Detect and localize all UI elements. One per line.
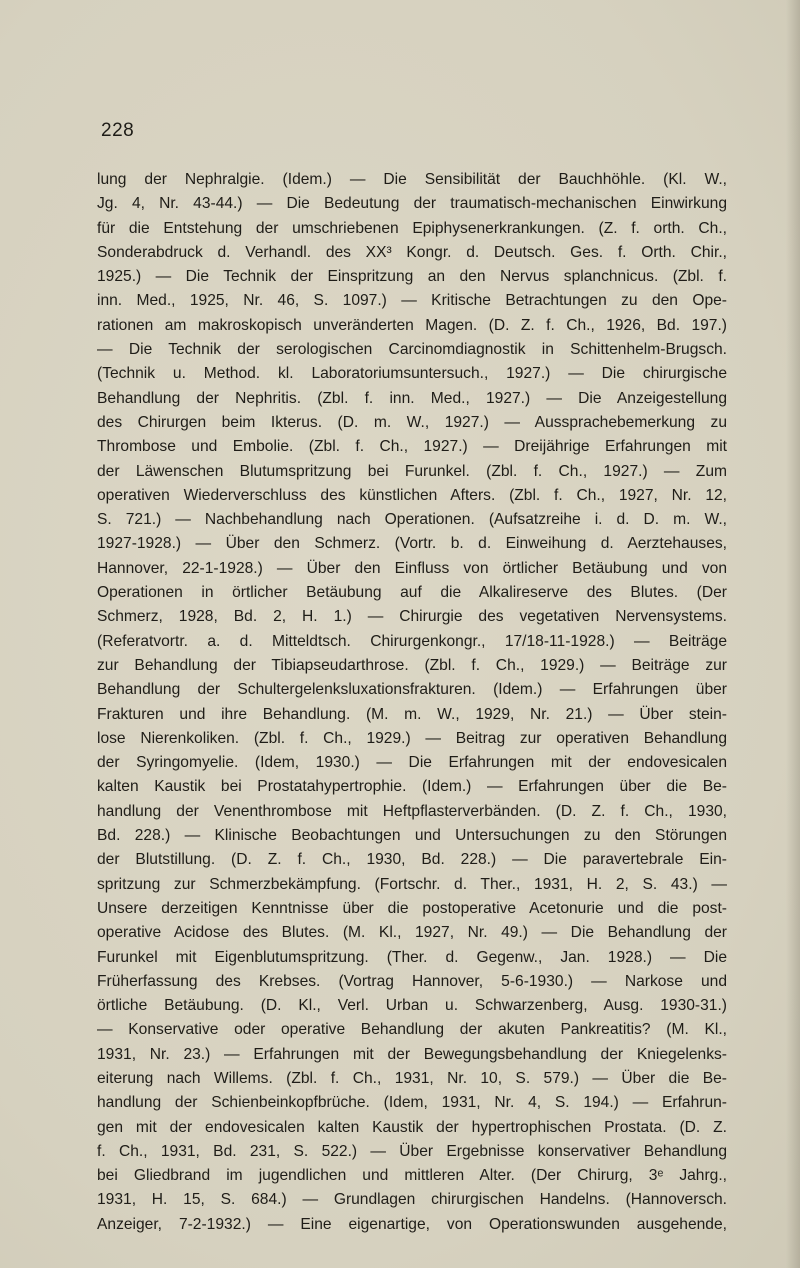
text-line: 1925.) — Die Technik der Einspritzung an den Nervus splanchnicus. (Zbl. f.: [97, 268, 727, 286]
text-line: operative Acidose des Blutes. (M. Kl., 1927, Nr. 49.) — Die Behandlung der: [97, 924, 727, 942]
text-line: handlung der Venenthrombose mit Heftpflasterverbänden. (D. Z. f. Ch., 1930,: [97, 802, 727, 820]
text-line: bei Gliedbrand im jugendlichen und mittleren Alter. (Der Chirurg, 3ᵉ Jahrg.,: [97, 1167, 727, 1185]
text-line: Bd. 228.) — Klinische Beobachtungen und Untersuchungen zu den Störungen: [97, 827, 727, 845]
text-line: Früherfassung des Krebses. (Vortrag Hannover, 5-6-1930.) — Narkose und: [97, 972, 727, 990]
text-line: Anzeiger, 7-2-1932.) — Eine eigenartige, von Operationswunden ausgehende,: [97, 1215, 727, 1233]
text-line: handlung der Schienbeinkopfbrüche. (Idem, 1931, Nr. 4, S. 194.) — Erfahrun-: [97, 1094, 727, 1112]
page-number: 228: [101, 120, 135, 141]
text-line: Thrombose und Embolie. (Zbl. f. Ch., 1927.) — Dreijährige Erfahrungen mit: [97, 438, 727, 456]
text-line: f. Ch., 1931, Bd. 231, S. 522.) — Über Ergebnisse konservativer Behandlung: [97, 1142, 727, 1160]
body-text: [97, 168, 727, 1237]
text-line: (Technik u. Method. kl. Laboratoriumsuntersuch., 1927.) — Die chirurgische: [97, 365, 727, 383]
text-line: lose Nierenkoliken. (Zbl. f. Ch., 1929.) — Beitrag zur operativen Behandlung: [97, 729, 727, 747]
text-line: der Läwenschen Blutumspritzung bei Furunkel. (Zbl. f. Ch., 1927.) — Zum: [97, 462, 727, 480]
text-line: (Referatvortr. a. d. Mitteldtsch. Chirurgenkongr., 17/18-11-1928.) — Beiträge: [97, 632, 727, 650]
text-line: Sonderabdruck d. Verhandl. des XX³ Kongr. d. Deutsch. Ges. f. Orth. Chir.,: [97, 243, 727, 261]
text-line: des Chirurgen beim Ikterus. (D. m. W., 1927.) — Aussprachebemerkung zu: [97, 413, 727, 431]
text-line: inn. Med., 1925, Nr. 46, S. 1097.) — Kritische Betrachtungen zu den Ope-: [97, 292, 727, 310]
text-line: S. 721.) — Nachbehandlung nach Operationen. (Aufsatzreihe i. d. D. m. W.,: [97, 511, 727, 529]
text-line: Furunkel mit Eigenblutumspritzung. (Ther. d. Gegenw., Jan. 1928.) — Die: [97, 948, 727, 966]
text-line: der Syringomyelie. (Idem, 1930.) — Die Erfahrungen mit der endovesicalen: [97, 754, 727, 772]
text-line: kalten Kaustik bei Prostatahypertrophie. (Idem.) — Erfahrungen über die Be-: [97, 778, 727, 796]
text-line: Unsere derzeitigen Kenntnisse über die postoperative Acetonurie und die post-: [97, 899, 727, 917]
text-line: Jg. 4, Nr. 43-44.) — Die Bedeutung der traumatisch-mechanischen Einwirkung: [97, 195, 727, 213]
text-line: Hannover, 22-1-1928.) — Über den Einfluss von örtlicher Betäubung und von: [97, 559, 727, 577]
text-line: 1931, Nr. 23.) — Erfahrungen mit der Bewegungsbehandlung der Kniegelenks-: [97, 1045, 727, 1063]
text-line: Operationen in örtlicher Betäubung auf die Alkalireserve des Blutes. (Der: [97, 584, 727, 602]
text-line: operativen Wiederverschluss des künstlichen Afters. (Zbl. f. Ch., 1927, Nr. 12,: [97, 486, 727, 504]
text-line: für die Entstehung der umschriebenen Epiphysenerkrankungen. (Z. f. orth. Ch.,: [97, 219, 727, 237]
text-line: Behandlung der Schultergelenksluxationsfrakturen. (Idem.) — Erfahrungen über: [97, 681, 727, 699]
text-line: — Konservative oder operative Behandlung der akuten Pankreatitis? (M. Kl.,: [97, 1021, 727, 1039]
text-line: Behandlung der Nephritis. (Zbl. f. inn. Med., 1927.) — Die Anzeigestellung: [97, 389, 727, 407]
text-line: lung der Nephralgie. (Idem.) — Die Sensibilität der Bauchhöhle. (Kl. W.,: [97, 171, 727, 188]
text-line: Frakturen und ihre Behandlung. (M. m. W., 1929, Nr. 21.) — Über stein-: [97, 705, 727, 723]
text-line: 1927-1928.) — Über den Schmerz. (Vortr. b. d. Einweihung d. Aerztehauses,: [97, 535, 727, 553]
text-line: — Die Technik der serologischen Carcinomdiagnostik in Schittenhelm-Brugsch.: [97, 341, 727, 359]
text-line: Schmerz, 1928, Bd. 2, H. 1.) — Chirurgie des vegetativen Nervensystems.: [97, 608, 727, 626]
text-line: spritzung zur Schmerzbekämpfung. (Fortschr. d. Ther., 1931, H. 2, S. 43.) —: [97, 875, 727, 893]
text-line: der Blutstillung. (D. Z. f. Ch., 1930, Bd. 228.) — Die paravertebrale Ein-: [97, 851, 727, 869]
text-line: gen mit der endovesicalen kalten Kaustik der hypertrophischen Prostata. (D. Z.: [97, 1118, 727, 1136]
text-line: eiterung nach Willems. (Zbl. f. Ch., 1931, Nr. 10, S. 579.) — Über die Be-: [97, 1069, 727, 1087]
text-line: 1931, H. 15, S. 684.) — Grundlagen chirurgischen Handelns. (Hannoversch.: [97, 1191, 727, 1209]
text-line: örtliche Betäubung. (D. Kl., Verl. Urban u. Schwarzenberg, Ausg. 1930-31.): [97, 997, 727, 1015]
text-line: rationen am makroskopisch unveränderten Magen. (D. Z. f. Ch., 1926, Bd. 197.): [97, 316, 727, 334]
text-line: zur Behandlung der Tibiapseudarthrose. (Zbl. f. Ch., 1929.) — Beiträge zur: [97, 656, 727, 674]
